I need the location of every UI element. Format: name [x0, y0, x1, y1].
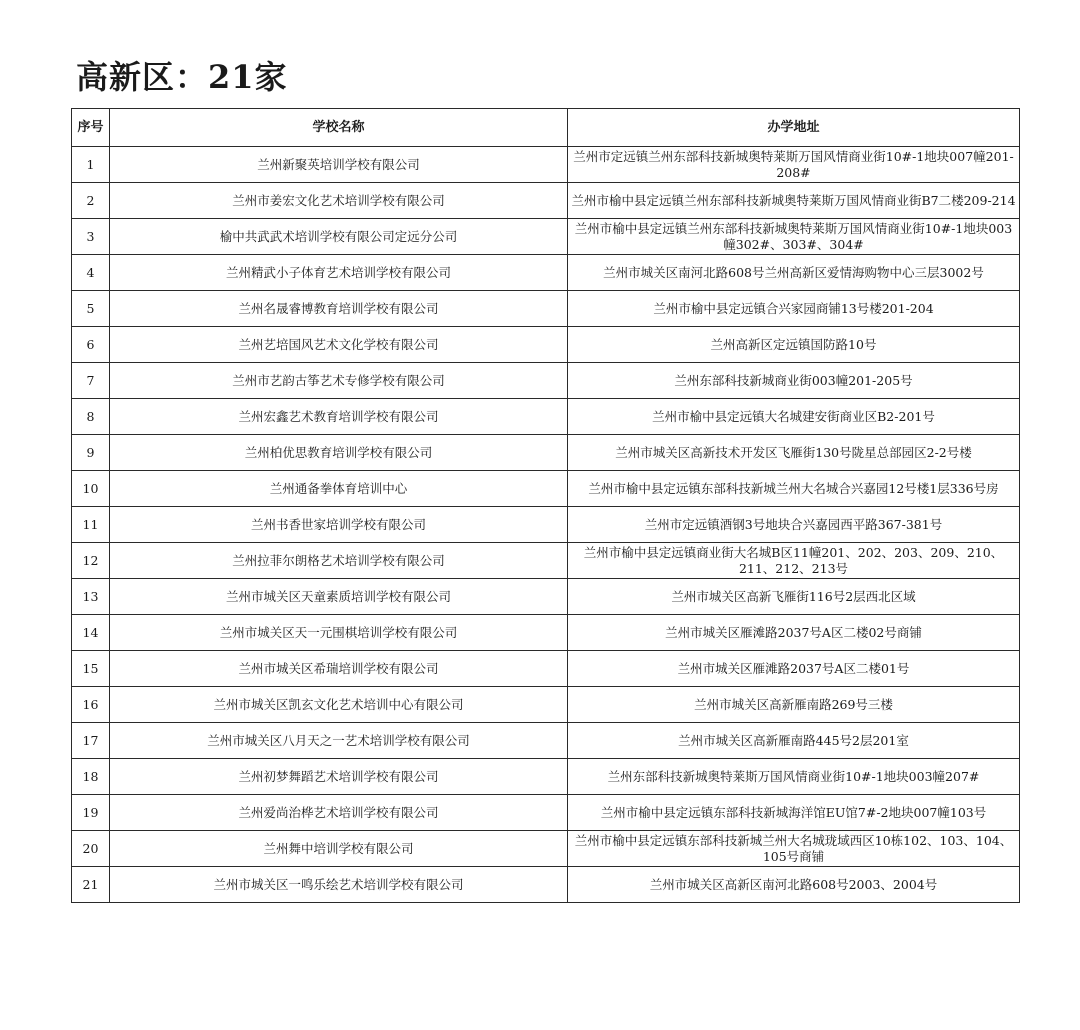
page-title: 高新区：21家 — [76, 58, 288, 96]
cell-no: 14 — [72, 615, 110, 651]
table-row — [72, 327, 1020, 363]
table-header-row — [72, 109, 1020, 147]
cell-no: 2 — [72, 183, 110, 219]
cell-address: 兰州市城关区雁滩路2037号A区二楼01号 — [568, 651, 1020, 687]
cell-no: 15 — [72, 651, 110, 687]
cell-no: 20 — [72, 831, 110, 867]
table-row — [72, 867, 1020, 903]
cell-address: 兰州市榆中县定远镇东部科技新城兰州大名城合兴嘉园12号楼1层336号房 — [568, 471, 1020, 507]
cell-no: 8 — [72, 399, 110, 435]
cell-address: 兰州市榆中县定远镇东部科技新城兰州大名城珑域西区10栋102、103、104、105号商铺 — [568, 831, 1020, 867]
header-school-name: 学校名称 — [110, 109, 568, 147]
cell-address: 兰州市榆中县定远镇兰州东部科技新城奥特莱斯万国风情商业街10#-1地块003幢302#、303#、304# — [568, 219, 1020, 255]
cell-address: 兰州市榆中县定远镇东部科技新城海洋馆EU馆7#-2地块007幢103号 — [568, 795, 1020, 831]
cell-school-name: 兰州市城关区八月天之一艺术培训学校有限公司 — [110, 723, 568, 759]
cell-no: 6 — [72, 327, 110, 363]
header-address: 办学地址 — [568, 109, 1020, 147]
cell-address: 兰州市城关区雁滩路2037号A区二楼02号商铺 — [568, 615, 1020, 651]
cell-school-name: 兰州市城关区一鸣乐绘艺术培训学校有限公司 — [110, 867, 568, 903]
cell-no: 19 — [72, 795, 110, 831]
table-row — [72, 255, 1020, 291]
cell-no: 10 — [72, 471, 110, 507]
table-row — [72, 651, 1020, 687]
cell-school-name: 兰州市城关区天一元围棋培训学校有限公司 — [110, 615, 568, 651]
table-row — [72, 291, 1020, 327]
cell-no: 4 — [72, 255, 110, 291]
cell-school-name: 兰州市艺韵古筝艺术专修学校有限公司 — [110, 363, 568, 399]
cell-school-name: 兰州书香世家培训学校有限公司 — [110, 507, 568, 543]
cell-school-name: 兰州舞中培训学校有限公司 — [110, 831, 568, 867]
cell-school-name: 兰州宏鑫艺术教育培训学校有限公司 — [110, 399, 568, 435]
cell-no: 13 — [72, 579, 110, 615]
table-row — [72, 795, 1020, 831]
table-row — [72, 435, 1020, 471]
cell-school-name: 兰州通备拳体育培训中心 — [110, 471, 568, 507]
cell-school-name: 兰州市城关区凯玄文化艺术培训中心有限公司 — [110, 687, 568, 723]
cell-address: 兰州市榆中县定远镇大名城建安街商业区B2-201号 — [568, 399, 1020, 435]
cell-no: 18 — [72, 759, 110, 795]
table-row — [72, 183, 1020, 219]
cell-address: 兰州市城关区高新飞雁街116号2层西北区域 — [568, 579, 1020, 615]
schools-table — [71, 108, 1020, 903]
cell-address: 兰州市榆中县定远镇合兴家园商铺13号楼201-204 — [568, 291, 1020, 327]
cell-no: 11 — [72, 507, 110, 543]
cell-no: 12 — [72, 543, 110, 579]
table-row — [72, 147, 1020, 183]
table-row — [72, 363, 1020, 399]
table-row — [72, 615, 1020, 651]
cell-no: 3 — [72, 219, 110, 255]
cell-school-name: 兰州拉菲尔朗格艺术培训学校有限公司 — [110, 543, 568, 579]
cell-address: 兰州东部科技新城商业街003幢201-205号 — [568, 363, 1020, 399]
cell-address: 兰州高新区定远镇国防路10号 — [568, 327, 1020, 363]
cell-no: 5 — [72, 291, 110, 327]
table-row — [72, 507, 1020, 543]
cell-school-name: 兰州柏优思教育培训学校有限公司 — [110, 435, 568, 471]
cell-no: 9 — [72, 435, 110, 471]
cell-no: 1 — [72, 147, 110, 183]
table-row — [72, 759, 1020, 795]
cell-address: 兰州市城关区南河北路608号兰州高新区爱情海购物中心三层3002号 — [568, 255, 1020, 291]
cell-address: 兰州市城关区高新雁南路269号三楼 — [568, 687, 1020, 723]
table-row — [72, 723, 1020, 759]
cell-address: 兰州市定远镇兰州东部科技新城奥特莱斯万国风情商业街10#-1地块007幢201-208# — [568, 147, 1020, 183]
cell-no: 16 — [72, 687, 110, 723]
table-row — [72, 687, 1020, 723]
header-no: 序号 — [72, 109, 110, 147]
cell-address: 兰州市城关区高新区南河北路608号2003、2004号 — [568, 867, 1020, 903]
table-row — [72, 579, 1020, 615]
cell-school-name: 榆中共武武术培训学校有限公司定远分公司 — [110, 219, 568, 255]
cell-address: 兰州市城关区高新雁南路445号2层201室 — [568, 723, 1020, 759]
cell-school-name: 兰州爱尚治桦艺术培训学校有限公司 — [110, 795, 568, 831]
table-row — [72, 831, 1020, 867]
cell-school-name: 兰州精武小子体育艺术培训学校有限公司 — [110, 255, 568, 291]
table-row — [72, 219, 1020, 255]
cell-school-name: 兰州艺培国风艺术文化学校有限公司 — [110, 327, 568, 363]
table-row — [72, 543, 1020, 579]
table-row — [72, 399, 1020, 435]
cell-address: 兰州东部科技新城奥特莱斯万国风情商业街10#-1地块003幢207# — [568, 759, 1020, 795]
cell-no: 7 — [72, 363, 110, 399]
cell-school-name: 兰州新聚英培训学校有限公司 — [110, 147, 568, 183]
cell-school-name: 兰州市姜宏文化艺术培训学校有限公司 — [110, 183, 568, 219]
cell-no: 21 — [72, 867, 110, 903]
cell-address: 兰州市定远镇酒钢3号地块合兴嘉园西平路367-381号 — [568, 507, 1020, 543]
cell-address: 兰州市城关区高新技术开发区飞雁街130号陇星总部园区2-2号楼 — [568, 435, 1020, 471]
cell-address: 兰州市榆中县定远镇商业街大名城B区11幢201、202、203、209、210、211、212、213号 — [568, 543, 1020, 579]
cell-school-name: 兰州名晟睿博教育培训学校有限公司 — [110, 291, 568, 327]
cell-school-name: 兰州市城关区天童素质培训学校有限公司 — [110, 579, 568, 615]
cell-no: 17 — [72, 723, 110, 759]
cell-school-name: 兰州初梦舞蹈艺术培训学校有限公司 — [110, 759, 568, 795]
cell-school-name: 兰州市城关区希瑞培训学校有限公司 — [110, 651, 568, 687]
cell-address: 兰州市榆中县定远镇兰州东部科技新城奥特莱斯万国风情商业街B7二楼209-214 — [568, 183, 1020, 219]
table-row — [72, 471, 1020, 507]
